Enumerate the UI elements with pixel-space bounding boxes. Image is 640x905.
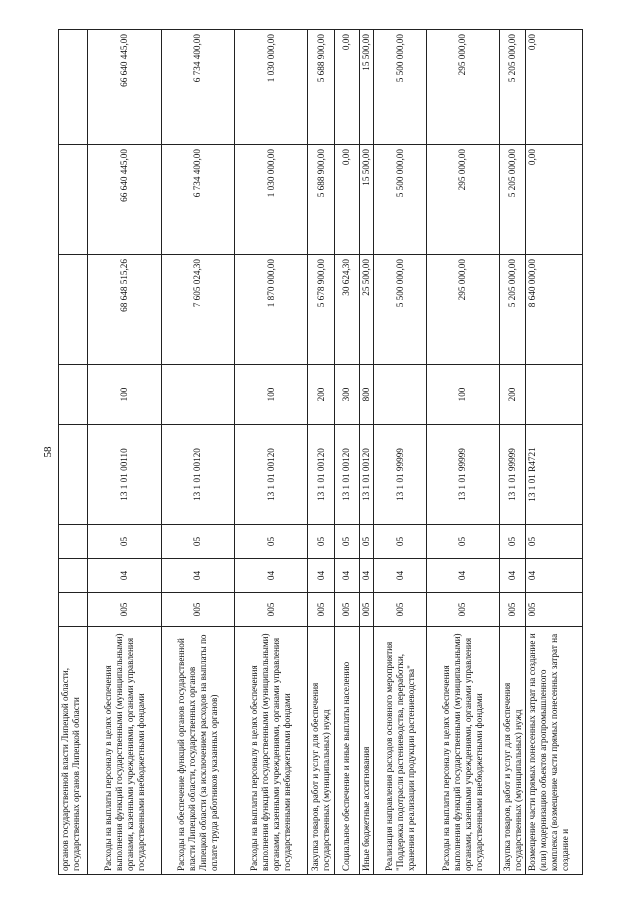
row-description [526, 627, 583, 875]
row-section-code [308, 559, 334, 593]
row-amount-3 [59, 30, 88, 145]
row-amount-3 [308, 30, 334, 145]
row-amount-1 [334, 255, 359, 365]
row-section-code [334, 559, 359, 593]
row-target-article-code [59, 425, 88, 525]
row-description [161, 627, 234, 875]
cell-gr: 005 [527, 602, 538, 617]
cell-v3: 295 000,00 [457, 34, 468, 76]
row-subsection-code [500, 525, 526, 559]
row-amount-1 [374, 255, 426, 365]
row-description [426, 627, 499, 875]
row-target-article-code [161, 425, 234, 525]
row-amount-3 [161, 30, 234, 145]
cell-pr: 05 [192, 536, 203, 547]
row-gr-code [235, 593, 308, 627]
page-number: 58 [42, 446, 54, 458]
row-section-code [359, 559, 374, 593]
row-target-article-code [308, 425, 334, 525]
row-amount-2 [334, 145, 359, 255]
row-gr-code [500, 593, 526, 627]
cell-rz: 04 [265, 570, 276, 581]
row-gr-code [161, 593, 234, 627]
table-row [426, 30, 499, 875]
cell-pr: 05 [507, 536, 518, 547]
row-amount-3 [334, 30, 359, 145]
cell-rz: 04 [457, 570, 468, 581]
cell-name: Возмещение части прямых понесенных затрат на создание и (или) модернизацию объектов агропромышленного комплекса (возмещение части прямых понесенных затрат на создание и [527, 633, 571, 871]
cell-v2: 5 500 000,00 [394, 149, 405, 198]
cell-v2: 0,00 [527, 149, 538, 166]
row-subsection-code [88, 525, 161, 559]
cell-csr: 13 1 01 00120 [192, 448, 203, 501]
cell-v3: 6 734 400,00 [192, 34, 203, 83]
cell-v1: 30 624,30 [341, 259, 352, 296]
table-row [235, 30, 308, 875]
row-target-article-code [426, 425, 499, 525]
row-gr-code [359, 593, 374, 627]
row-subsection-code [426, 525, 499, 559]
cell-rz: 04 [119, 570, 130, 581]
row-description [59, 627, 88, 875]
cell-rz: 04 [192, 570, 203, 581]
cell-vr: 800 [361, 387, 372, 402]
cell-gr: 005 [341, 602, 352, 617]
row-amount-1 [500, 255, 526, 365]
cell-rz: 04 [341, 570, 352, 581]
row-amount-1 [59, 255, 88, 365]
row-expense-type-code [426, 365, 499, 425]
cell-rz: 04 [527, 570, 538, 581]
row-gr-code [88, 593, 161, 627]
cell-v2: 1 030 000,00 [265, 149, 276, 198]
row-amount-1 [526, 255, 583, 365]
row-subsection-code [308, 525, 334, 559]
cell-gr: 005 [394, 602, 405, 617]
cell-v1: 8 640 000,00 [527, 259, 538, 308]
row-target-article-code [500, 425, 526, 525]
cell-csr: 13 1 01 R4721 [527, 447, 538, 502]
cell-pr: 05 [457, 536, 468, 547]
row-subsection-code [334, 525, 359, 559]
cell-pr: 05 [265, 536, 276, 547]
row-description [308, 627, 334, 875]
cell-csr: 13 1 01 00120 [315, 448, 326, 501]
row-gr-code [526, 593, 583, 627]
cell-v2: 15 500,00 [361, 149, 372, 186]
cell-v1: 1 870 000,00 [265, 259, 276, 308]
cell-gr: 005 [265, 602, 276, 617]
row-target-article-code [374, 425, 426, 525]
cell-v2: 6 734 400,00 [192, 149, 203, 198]
cell-name: Закупка товаров, работ и услуг для обеспечения государственных (муниципальных) нужд [501, 682, 523, 871]
cell-v3: 15 500,00 [361, 34, 372, 71]
row-description [500, 627, 526, 875]
row-expense-type-code [308, 365, 334, 425]
row-amount-2 [500, 145, 526, 255]
row-expense-type-code [526, 365, 583, 425]
row-amount-2 [374, 145, 426, 255]
cell-name: Расходы на обеспечение функций органов государственной власти Липецкой области, государственных органов Липецкой области (за исключением расходов на выплаты по оплате труда работников указанных органов) [175, 634, 219, 871]
row-gr-code [426, 593, 499, 627]
row-amount-2 [426, 145, 499, 255]
cell-v1: 68 648 515,26 [119, 259, 130, 312]
cell-pr: 05 [527, 536, 538, 547]
cell-csr: 13 1 01 99999 [507, 448, 518, 501]
row-expense-type-code [88, 365, 161, 425]
row-amount-3 [359, 30, 374, 145]
row-section-code [161, 559, 234, 593]
table-row [374, 30, 426, 875]
cell-rz: 04 [361, 570, 372, 581]
row-expense-type-code [59, 365, 88, 425]
row-gr-code [334, 593, 359, 627]
cell-v2: 295 000,00 [457, 149, 468, 191]
cell-v2: 5 688 900,00 [315, 149, 326, 198]
cell-vr: 200 [507, 387, 518, 402]
row-amount-3 [235, 30, 308, 145]
cell-v2: 0,00 [341, 149, 352, 166]
row-description [334, 627, 359, 875]
row-amount-1 [359, 255, 374, 365]
cell-rz: 04 [315, 570, 326, 581]
row-section-code [374, 559, 426, 593]
row-amount-2 [88, 145, 161, 255]
row-description [359, 627, 374, 875]
row-expense-type-code [359, 365, 374, 425]
cell-name: органов государственной власти Липецкой области, государственных органов Липецкой области [60, 667, 81, 871]
row-amount-2 [526, 145, 583, 255]
row-amount-3 [500, 30, 526, 145]
cell-csr: 13 1 01 00110 [119, 448, 130, 501]
cell-name: Расходы на выплаты персоналу в целях обеспечения выполнения функций государственными (муниципальными) органами, казенными учреждениями, органами управления государственными внебюджетными фондами [249, 633, 293, 871]
cell-v1: 295 000,00 [457, 259, 468, 301]
cell-gr: 005 [507, 602, 518, 617]
row-amount-2 [235, 145, 308, 255]
row-gr-code [308, 593, 334, 627]
row-amount-2 [308, 145, 334, 255]
cell-v3: 66 640 445,00 [119, 34, 130, 87]
cell-gr: 005 [119, 602, 130, 617]
row-description [374, 627, 426, 875]
row-section-code [526, 559, 583, 593]
rotated-page-frame [58, 30, 583, 875]
row-target-article-code [88, 425, 161, 525]
row-expense-type-code [161, 365, 234, 425]
cell-name: Расходы на выплаты персоналу в целях обеспечения выполнения функций государственными (муниципальными) органами, казенными учреждениями, органами управления государственными внебюджетными фондами [440, 633, 484, 871]
cell-v1: 5 205 000,00 [507, 259, 518, 308]
row-expense-type-code [235, 365, 308, 425]
budget-table-container [58, 30, 583, 875]
row-subsection-code [235, 525, 308, 559]
cell-csr: 13 1 01 00120 [265, 448, 276, 501]
cell-pr: 05 [119, 536, 130, 547]
cell-pr: 05 [315, 536, 326, 547]
cell-vr: 300 [341, 387, 352, 402]
cell-rz: 04 [394, 570, 405, 581]
row-section-code [500, 559, 526, 593]
row-amount-2 [359, 145, 374, 255]
row-section-code [426, 559, 499, 593]
row-description [235, 627, 308, 875]
table-row [334, 30, 359, 875]
row-subsection-code [526, 525, 583, 559]
cell-v3: 1 030 000,00 [265, 34, 276, 83]
cell-vr: 100 [457, 387, 468, 402]
cell-pr: 05 [361, 536, 372, 547]
cell-v1: 5 500 000,00 [394, 259, 405, 308]
row-amount-3 [374, 30, 426, 145]
cell-pr: 05 [394, 536, 405, 547]
cell-gr: 005 [192, 602, 203, 617]
cell-gr: 005 [457, 602, 468, 617]
row-subsection-code [374, 525, 426, 559]
cell-v1: 7 605 024,30 [192, 259, 203, 308]
cell-v3: 5 500 000,00 [394, 34, 405, 83]
row-target-article-code [526, 425, 583, 525]
cell-gr: 005 [361, 602, 372, 617]
row-amount-2 [59, 145, 88, 255]
row-subsection-code [161, 525, 234, 559]
row-section-code [88, 559, 161, 593]
cell-csr: 13 1 01 99999 [457, 448, 468, 501]
cell-name: Социальное обеспечение и иные выплаты населению [341, 661, 352, 871]
cell-v3: 5 688 900,00 [315, 34, 326, 83]
table-row [308, 30, 334, 875]
cell-name: Расходы на выплаты персоналу в целях обеспечения выполнения функций государственными (муниципальными) органами, казенными учреждениями, органами управления государственными внебюджетными фондами [102, 633, 146, 871]
row-amount-3 [526, 30, 583, 145]
cell-name: Закупка товаров, работ и услуг для обеспечения государственных (муниципальных) нужд [310, 682, 332, 871]
row-amount-1 [308, 255, 334, 365]
row-subsection-code [59, 525, 88, 559]
cell-v1: 25 500,00 [361, 259, 372, 296]
cell-vr: 100 [265, 387, 276, 402]
table-row [161, 30, 234, 875]
cell-gr: 005 [315, 602, 326, 617]
row-amount-3 [88, 30, 161, 145]
row-amount-3 [426, 30, 499, 145]
row-section-code [235, 559, 308, 593]
cell-v1: 5 678 900,00 [315, 259, 326, 308]
row-expense-type-code [334, 365, 359, 425]
row-subsection-code [359, 525, 374, 559]
budget-table [58, 29, 583, 875]
cell-name: Иные бюджетные ассигнования [361, 746, 372, 871]
cell-vr: 100 [119, 387, 130, 402]
cell-rz: 04 [507, 570, 518, 581]
cell-csr: 13 1 01 00120 [341, 448, 352, 501]
cell-v3: 0,00 [341, 34, 352, 51]
cell-v2: 66 640 445,00 [119, 149, 130, 202]
table-row [500, 30, 526, 875]
cell-vr: 200 [315, 387, 326, 402]
cell-name: Реализация направления расходов основного мероприятия "Поддержка подотрасли растениеводства, переработки, хранения и реализации продукции растениеводства" [383, 641, 416, 871]
row-target-article-code [334, 425, 359, 525]
cell-pr: 05 [341, 536, 352, 547]
row-amount-1 [88, 255, 161, 365]
row-section-code [59, 559, 88, 593]
row-amount-1 [235, 255, 308, 365]
row-amount-1 [161, 255, 234, 365]
cell-v3: 0,00 [527, 34, 538, 51]
row-gr-code [374, 593, 426, 627]
row-target-article-code [359, 425, 374, 525]
row-amount-2 [161, 145, 234, 255]
table-row [59, 30, 88, 875]
table-row [526, 30, 583, 875]
row-expense-type-code [500, 365, 526, 425]
row-gr-code [59, 593, 88, 627]
cell-csr: 13 1 01 99999 [394, 448, 405, 501]
cell-v3: 5 205 000,00 [507, 34, 518, 83]
cell-v2: 5 205 000,00 [507, 149, 518, 198]
table-row [359, 30, 374, 875]
row-expense-type-code [374, 365, 426, 425]
row-target-article-code [235, 425, 308, 525]
row-amount-1 [426, 255, 499, 365]
table-row [88, 30, 161, 875]
cell-csr: 13 1 01 00120 [361, 448, 372, 501]
row-description [88, 627, 161, 875]
